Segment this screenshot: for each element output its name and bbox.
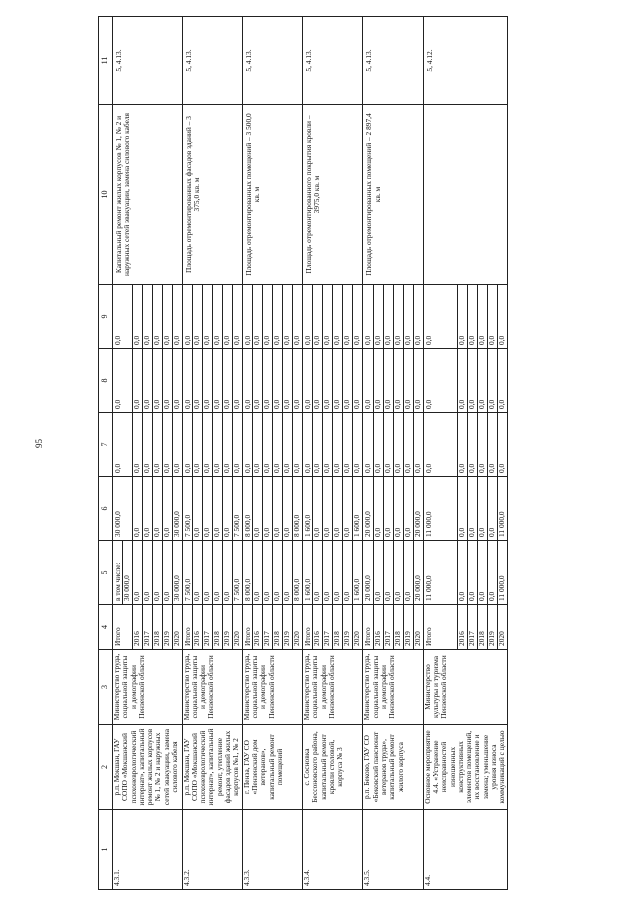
value-cell-c6: 0,0 (383, 477, 393, 541)
value-cell-c5: 1 600,0 (353, 541, 363, 605)
year-cell: Итого (303, 605, 313, 650)
value-cell-c9: 0,0 (487, 285, 497, 349)
value-cell-c7: 0,0 (232, 413, 242, 477)
value-cell-c5: 0,0 (152, 541, 162, 605)
value-cell-c5: 0,0 (393, 541, 403, 605)
value-cell-c5: 0,0 (222, 541, 232, 605)
value-cell-c5: 0,0 (253, 541, 263, 605)
value-cell-c7: 0,0 (403, 413, 413, 477)
value-cell-c9: 0,0 (162, 285, 172, 349)
item-number: 4.3.1. (113, 810, 183, 890)
year-cell: 2018 (393, 605, 403, 650)
value-cell-c6: 0,0 (477, 477, 487, 541)
value-cell-c7: 0,0 (182, 413, 192, 477)
value-cell-c6: 30 000,0 (172, 477, 182, 541)
value-cell-c8: 0,0 (393, 349, 403, 413)
value-cell-c9: 0,0 (232, 285, 242, 349)
value-cell-c9: 0,0 (293, 285, 303, 349)
value-cell-c9: 0,0 (363, 285, 373, 349)
year-cell: 2020 (172, 605, 182, 650)
value-cell-c6: 0,0 (142, 477, 152, 541)
year-cell: 2017 (323, 605, 333, 650)
value-cell-c7: 0,0 (457, 413, 467, 477)
value-cell-c7: 0,0 (293, 413, 303, 477)
year-cell: 2018 (152, 605, 162, 650)
value-cell-c8: 0,0 (232, 349, 242, 413)
value-cell-c8: 0,0 (283, 349, 293, 413)
year-cell: 2017 (467, 605, 477, 650)
expected-result (423, 105, 507, 285)
indicator-reference: 5, 4.13. (113, 17, 183, 105)
item-executor: Министерство труда, социальной защиты и демографии Пензенской области (363, 650, 423, 725)
indicator-reference: 5, 4.13. (242, 17, 302, 105)
value-cell-c6: 0,0 (132, 477, 142, 541)
table-row (363, 17, 373, 890)
value-cell-c5: 0,0 (457, 541, 467, 605)
value-cell-c5: 20 000,0 (413, 541, 423, 605)
year-cell: 2019 (403, 605, 413, 650)
value-cell-c7: 0,0 (202, 413, 212, 477)
value-cell-c9: 0,0 (477, 285, 487, 349)
value-cell-c8: 0,0 (142, 349, 152, 413)
value-cell-c5: 0,0 (487, 541, 497, 605)
value-cell-c8: 0,0 (457, 349, 467, 413)
value-total: 20 000,0 (363, 575, 373, 601)
value-cell-c5: 0,0 (263, 541, 273, 605)
value-cell-c5: 0,0 (132, 541, 142, 605)
value-cell-c8: 0,0 (383, 349, 393, 413)
item-executor: Министерство труда, социальной защиты и демографии Пензенской области (113, 650, 183, 725)
year-cell: 2020 (497, 605, 507, 650)
value-cell-c9: 0,0 (263, 285, 273, 349)
item-name: с. Сосновка Бессоновского района, капитальный ремонт кровли столовой, корпуса № 3 (303, 725, 363, 810)
value-cell-c5: 11 000,0 (497, 541, 507, 605)
year-cell: 2019 (343, 605, 353, 650)
value-cell-c6: 0,0 (487, 477, 497, 541)
year-cell: 2019 (283, 605, 293, 650)
value-cell-c9: 0,0 (393, 285, 403, 349)
value-cell-c9: 0,0 (192, 285, 202, 349)
value-cell-c7: 0,0 (363, 413, 373, 477)
value-cell-c7: 0,0 (497, 413, 507, 477)
value-cell-c9: 0,0 (323, 285, 333, 349)
year-cell: 2016 (253, 605, 263, 650)
value-cell-c7: 0,0 (323, 413, 333, 477)
value-cell-c7: 0,0 (373, 413, 383, 477)
value-cell-c5: 0,0 (323, 541, 333, 605)
value-cell-c6: 1 600,0 (353, 477, 363, 541)
value-cell-c7: 0,0 (423, 413, 457, 477)
value-cell-c9: 0,0 (303, 285, 313, 349)
expected-result: Капитальный ремонт жилых корпусов № 1, № 2 и наружных сетей эвакуации, замена силового кабеля (113, 105, 183, 285)
year-cell: 2017 (263, 605, 273, 650)
value-cell-c5: 0,0 (403, 541, 413, 605)
year-cell: 2020 (353, 605, 363, 650)
value-cell-c7: 0,0 (333, 413, 343, 477)
column-header-3: 3 (99, 650, 113, 725)
value-cell-c6: 0,0 (403, 477, 413, 541)
item-number: 4.3.3. (242, 810, 302, 890)
value-cell-c5: 8 000,0 (293, 541, 303, 605)
value-cell-c6: 0,0 (192, 477, 202, 541)
program-table (98, 16, 508, 890)
value-total: 30 000,0 (122, 575, 132, 601)
value-cell-c9: 0,0 (152, 285, 162, 349)
value-cell-c8: 0,0 (333, 349, 343, 413)
value-cell-c9: 0,0 (383, 285, 393, 349)
incl-label: в том числе: (114, 541, 123, 604)
value-total: 1 600,0 (303, 578, 313, 601)
value-cell-c5: 0,0 (162, 541, 172, 605)
indicator-reference: 5, 4.13. (182, 17, 242, 105)
table-body (113, 17, 508, 890)
value-cell-c8: 0,0 (242, 349, 252, 413)
value-cell-c8: 0,0 (293, 349, 303, 413)
year-cell: 2017 (142, 605, 152, 650)
year-cell: Итого (242, 605, 252, 650)
value-total: 7 500,0 (182, 578, 192, 601)
value-cell-c6: 7 500,0 (182, 477, 192, 541)
value-cell-c7: 0,0 (283, 413, 293, 477)
value-total: 8 000,0 (242, 578, 252, 601)
value-cell-c9: 0,0 (182, 285, 192, 349)
value-cell-c7: 0,0 (413, 413, 423, 477)
value-cell-c7: 0,0 (222, 413, 232, 477)
value-cell-c9: 0,0 (212, 285, 222, 349)
value-cell-c9: 0,0 (373, 285, 383, 349)
table-row (182, 17, 192, 890)
value-cell-c9: 0,0 (403, 285, 413, 349)
item-executor: Министерство труда, социальной защиты и демографии Пензенской области (303, 650, 363, 725)
value-cell-c8: 0,0 (303, 349, 313, 413)
value-cell-c7: 0,0 (162, 413, 172, 477)
value-cell-c6: 0,0 (152, 477, 162, 541)
value-cell-c9: 0,0 (353, 285, 363, 349)
value-cell-c7: 0,0 (132, 413, 142, 477)
year-cell: Итого (423, 605, 457, 650)
value-cell-c6: 0,0 (222, 477, 232, 541)
value-cell-c8: 0,0 (182, 349, 192, 413)
value-cell-c5: 0,0 (142, 541, 152, 605)
item-executor: Министерство труда, социальной защиты и демографии Пензенской области (182, 650, 242, 725)
year-cell: 2016 (313, 605, 323, 650)
year-cell: 2017 (383, 605, 393, 650)
table-row (303, 17, 313, 890)
value-cell-c6: 11 000,0 (497, 477, 507, 541)
year-cell: 2018 (333, 605, 343, 650)
value-cell-c6: 0,0 (162, 477, 172, 541)
value-cell-c8: 0,0 (202, 349, 212, 413)
expected-result: Площадь отремонтированных помещений – 3 500,0 кв. м (242, 105, 302, 285)
value-cell-c6: 8 000,0 (293, 477, 303, 541)
year-cell: 2018 (477, 605, 487, 650)
value-cell-c6: 0,0 (333, 477, 343, 541)
value-cell-c9: 0,0 (283, 285, 293, 349)
value-cell-c8: 0,0 (323, 349, 333, 413)
column-header-6: 6 (99, 477, 113, 541)
value-cell-c5 (423, 541, 457, 605)
value-cell-c6: 0,0 (313, 477, 323, 541)
year-cell: 2016 (373, 605, 383, 650)
value-cell-c5: 7 500,0 (232, 541, 242, 605)
value-cell-c8: 0,0 (172, 349, 182, 413)
value-cell-c7: 0,0 (467, 413, 477, 477)
year-cell: 2017 (202, 605, 212, 650)
value-cell-c8: 0,0 (373, 349, 383, 413)
value-cell-c8: 0,0 (263, 349, 273, 413)
value-cell-c5: 0,0 (283, 541, 293, 605)
value-cell-c5: 0,0 (212, 541, 222, 605)
value-cell-c9: 0,0 (242, 285, 252, 349)
year-cell: 2019 (222, 605, 232, 650)
year-cell: 2016 (192, 605, 202, 650)
item-number: 4.3.4. (303, 810, 363, 890)
item-number: 4.3.2. (182, 810, 242, 890)
value-cell-c9: 0,0 (343, 285, 353, 349)
value-cell-c5 (363, 541, 373, 605)
value-cell-c9: 0,0 (142, 285, 152, 349)
value-cell-c8: 0,0 (363, 349, 373, 413)
value-cell-c9: 0,0 (497, 285, 507, 349)
value-cell-c7: 0,0 (477, 413, 487, 477)
value-cell-c8: 0,0 (192, 349, 202, 413)
column-header-7: 7 (99, 413, 113, 477)
value-cell-c6: 0,0 (393, 477, 403, 541)
value-cell-c6: 20 000,0 (363, 477, 373, 541)
value-cell-c6: 7 500,0 (232, 477, 242, 541)
value-cell-c9: 0,0 (457, 285, 467, 349)
column-header-1: 1 (99, 810, 113, 890)
table-row (423, 17, 457, 890)
year-cell: 2019 (487, 605, 497, 650)
value-cell-c9: 0,0 (172, 285, 182, 349)
value-cell-c5 (182, 541, 192, 605)
value-cell-c9: 0,0 (273, 285, 283, 349)
year-cell: 2018 (273, 605, 283, 650)
column-header-8: 8 (99, 349, 113, 413)
value-cell-c8: 0,0 (477, 349, 487, 413)
value-cell-c8: 0,0 (497, 349, 507, 413)
value-cell-c5: 0,0 (313, 541, 323, 605)
expected-result: Площадь отремонтированных помещений – 2 897,4 кв. м (363, 105, 423, 285)
column-header-10: 10 (99, 105, 113, 285)
value-cell-c6: 0,0 (323, 477, 333, 541)
item-name: Основное мероприятие 4.4. «Устранение неисправностей изношенных конструктивных элементов помещений, их восстановление и замена; уменьшение уровня износа коммуникаций с целью (423, 725, 507, 810)
column-number-row (99, 17, 113, 890)
value-cell-c8: 0,0 (467, 349, 477, 413)
item-name: г. Пенза, ГАУ СО «Пензенский дом ветеранов», капитальный ремонт помещений (242, 725, 302, 810)
value-cell-c6: 11 000,0 (423, 477, 457, 541)
value-cell-c8: 0,0 (132, 349, 142, 413)
expected-result: Площадь отремонтированных фасадов зданий – 3 375,0 кв. м (182, 105, 242, 285)
item-name: р.п. Беково, ГАУ СО «Бековский пансионат ветеранов труда», капитальный ремонт жилого корпуса (363, 725, 423, 810)
year-cell: Итого (182, 605, 192, 650)
value-cell-c6: 0,0 (263, 477, 273, 541)
value-cell-c9: 0,0 (467, 285, 477, 349)
table-row (113, 17, 133, 890)
value-cell-c7: 0,0 (172, 413, 182, 477)
value-cell-c8: 0,0 (273, 349, 283, 413)
column-header-4: 4 (99, 605, 113, 650)
value-cell-c7: 0,0 (353, 413, 363, 477)
value-cell-c9: 0,0 (132, 285, 142, 349)
value-cell-c7: 0,0 (263, 413, 273, 477)
value-cell-c7: 0,0 (242, 413, 252, 477)
value-cell-c5: 0,0 (477, 541, 487, 605)
value-cell-c6: 0,0 (253, 477, 263, 541)
value-cell-c9: 0,0 (253, 285, 263, 349)
value-cell-c8: 0,0 (162, 349, 172, 413)
value-cell-c8: 0,0 (113, 349, 133, 413)
value-cell-c8: 0,0 (212, 349, 222, 413)
value-cell-c7: 0,0 (142, 413, 152, 477)
value-cell-c7: 0,0 (303, 413, 313, 477)
value-cell-c5: 0,0 (273, 541, 283, 605)
item-number: 4.3.5. (363, 810, 423, 890)
value-cell-c9: 0,0 (313, 285, 323, 349)
value-cell-c7: 0,0 (212, 413, 222, 477)
value-cell-c6: 0,0 (273, 477, 283, 541)
value-cell-c6: 0,0 (467, 477, 477, 541)
value-cell-c8: 0,0 (343, 349, 353, 413)
indicator-reference: 5, 4.13. (303, 17, 363, 105)
year-cell: 2016 (457, 605, 467, 650)
value-cell-c9: 0,0 (113, 285, 133, 349)
value-cell-c6: 0,0 (373, 477, 383, 541)
value-cell-c6: 30 000,0 (113, 477, 133, 541)
value-cell-c8: 0,0 (313, 349, 323, 413)
item-name: р.п. Мокшан, ГАУ СОПО «Мокшанский психоневрологический интернат», капитальный ремонт жилых корпусов № 1, № 2 и наружных сетей эвакуации, замена силового кабеля (113, 725, 183, 810)
value-cell-c9: 0,0 (333, 285, 343, 349)
value-cell-c8: 0,0 (222, 349, 232, 413)
value-cell-c7: 0,0 (273, 413, 283, 477)
year-cell: Итого (363, 605, 373, 650)
value-cell-c7: 0,0 (487, 413, 497, 477)
value-cell-c5: 0,0 (333, 541, 343, 605)
item-executor: Министерство труда, социальной защиты и демографии Пензенской области (242, 650, 302, 725)
value-cell-c5: 0,0 (343, 541, 353, 605)
value-cell-c5: 30 000,0 (172, 541, 182, 605)
value-cell-c6: 1 600,0 (303, 477, 313, 541)
value-cell-c5: 0,0 (467, 541, 477, 605)
value-cell-c8: 0,0 (403, 349, 413, 413)
year-cell: Итого (113, 605, 133, 650)
value-cell-c7: 0,0 (343, 413, 353, 477)
value-cell-c6: 0,0 (283, 477, 293, 541)
year-cell: 2020 (413, 605, 423, 650)
value-cell-c7: 0,0 (152, 413, 162, 477)
value-cell-c9: 0,0 (222, 285, 232, 349)
value-cell-c6: 20 000,0 (413, 477, 423, 541)
page-number: 95 (34, 439, 44, 448)
value-cell-c9: 0,0 (423, 285, 457, 349)
value-cell-c9: 0,0 (413, 285, 423, 349)
table-row (242, 17, 252, 890)
year-cell: 2018 (212, 605, 222, 650)
year-cell: 2016 (132, 605, 142, 650)
value-cell-c5: 0,0 (373, 541, 383, 605)
column-header-2: 2 (99, 725, 113, 810)
column-header-5: 5 (99, 541, 113, 605)
indicator-reference: 5, 4.12. (423, 17, 507, 105)
value-cell-c7: 0,0 (253, 413, 263, 477)
item-number: 4.4. (423, 810, 507, 890)
value-cell-c5: 0,0 (192, 541, 202, 605)
value-cell-c6: 8 000,0 (242, 477, 252, 541)
year-cell: 2020 (293, 605, 303, 650)
value-cell-c5 (303, 541, 313, 605)
value-cell-c9: 0,0 (202, 285, 212, 349)
value-cell-c6: 0,0 (343, 477, 353, 541)
value-cell-c6: 0,0 (202, 477, 212, 541)
year-cell: 2020 (232, 605, 242, 650)
value-cell-c8: 0,0 (353, 349, 363, 413)
value-cell-c7: 0,0 (383, 413, 393, 477)
value-cell-c7: 0,0 (393, 413, 403, 477)
expected-result: Площадь отремонтированного покрытия кровли – 3975,0 кв. м (303, 105, 363, 285)
value-cell-c8: 0,0 (487, 349, 497, 413)
indicator-reference: 5, 4.13. (363, 17, 423, 105)
value-cell-c8: 0,0 (152, 349, 162, 413)
value-total: 11 000,0 (423, 575, 433, 601)
value-cell-c8: 0,0 (253, 349, 263, 413)
value-cell-c7: 0,0 (192, 413, 202, 477)
value-cell-c5: 0,0 (202, 541, 212, 605)
value-cell-c6: 0,0 (212, 477, 222, 541)
item-executor: Министерство культуры и туризма Пензенской области (423, 650, 507, 725)
column-header-11: 11 (99, 17, 113, 105)
year-cell: 2019 (162, 605, 172, 650)
value-cell-c6: 0,0 (457, 477, 467, 541)
value-cell-c5 (113, 541, 133, 605)
column-header-9: 9 (99, 285, 113, 349)
value-cell-c7: 0,0 (313, 413, 323, 477)
item-name: р.п. Мокшан, ГАУ СОПО «Мокшанский психоневрологический интернат», капитальный ремонт, утепление фасадов зданий жилых корпусов №1, № 2 (182, 725, 242, 810)
value-cell-c8: 0,0 (423, 349, 457, 413)
value-cell-c8: 0,0 (413, 349, 423, 413)
value-cell-c7: 0,0 (113, 413, 133, 477)
value-cell-c5: 0,0 (383, 541, 393, 605)
value-cell-c5 (242, 541, 252, 605)
